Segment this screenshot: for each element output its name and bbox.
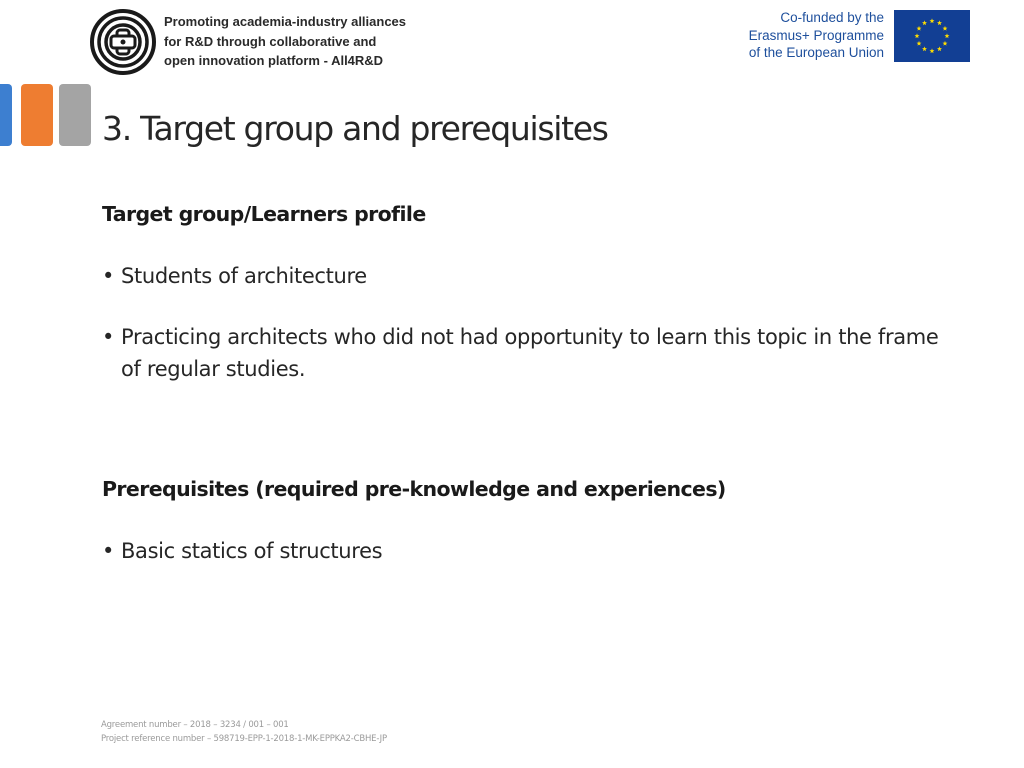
bullet-item — [102, 321, 951, 385]
all4rd-spiral-logo-icon — [90, 9, 156, 75]
eu-star-icon — [943, 41, 948, 46]
eu-star-icon — [922, 46, 927, 51]
eu-star-icon — [937, 46, 942, 51]
accent-bar-grey — [59, 84, 91, 146]
bullet-dot: • — [102, 539, 115, 563]
project-title-line: for R&D through collaborative and — [164, 33, 377, 49]
bullet-dot: • — [102, 325, 115, 349]
accent-bar-blue — [0, 84, 12, 146]
eu-text-line: Erasmus+ Programme — [748, 27, 884, 43]
accent-bar-orange — [21, 84, 53, 146]
eu-cofunding-text — [749, 9, 884, 62]
section-heading-target-group: Target group/Learners profile — [102, 202, 426, 226]
eu-star-icon — [922, 20, 927, 25]
section-heading-prerequisites: Prerequisites (required pre-knowledge and experiences) — [102, 477, 726, 501]
eu-star-icon — [937, 20, 942, 25]
agreement-number: Agreement number – 2018 – 3234 / 001 – 001 — [101, 720, 289, 730]
eu-flag-icon — [894, 10, 970, 62]
bullet-text: Students of architecture — [121, 264, 367, 288]
slide-title: 3. Target group and prerequisites — [102, 109, 608, 148]
bullet-item — [102, 260, 941, 292]
eu-star-icon — [945, 33, 950, 38]
project-title-line: open innovation platform - All4R&D — [164, 53, 384, 68]
eu-text-line: Co-funded by the — [780, 10, 884, 25]
eu-star-icon — [930, 48, 935, 53]
eu-star-icon — [930, 18, 935, 23]
eu-star-icon — [915, 33, 920, 38]
bullet-text: Basic statics of structures — [121, 539, 383, 563]
footer — [101, 718, 387, 746]
bullet-item — [102, 535, 941, 567]
eu-text-line: of the European Union — [748, 45, 884, 60]
project-reference-number: Project reference number – 598719-EPP-1-2018-1-MK-EPPKA2-CBHE-JP — [101, 734, 387, 744]
eu-star-icon — [917, 41, 922, 46]
eu-star-icon — [943, 26, 948, 31]
project-title-line: Promoting academia-industry alliances — [164, 14, 407, 29]
bullet-dot: • — [102, 264, 115, 288]
project-title — [164, 12, 406, 71]
bullet-text: Practicing architects who did not had opportunity to learn this topic in the frame of regular studies. — [121, 325, 939, 381]
eu-star-icon — [917, 26, 922, 31]
